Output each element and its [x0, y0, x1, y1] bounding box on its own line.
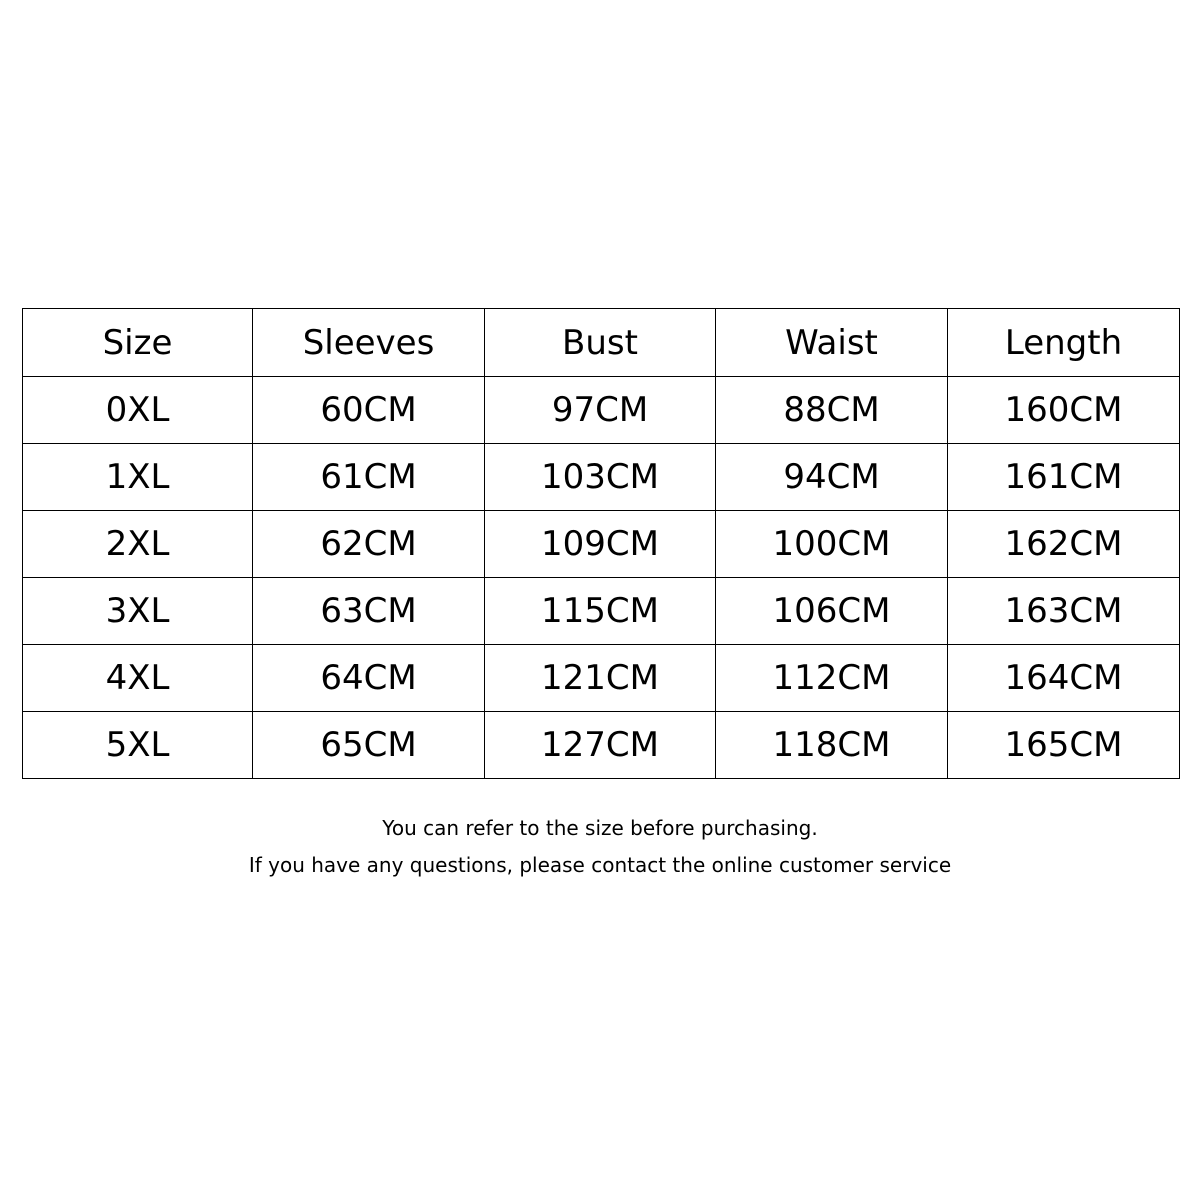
- cell-bust: 127CM: [485, 712, 716, 779]
- header-bust: Bust: [485, 309, 716, 377]
- header-sleeves: Sleeves: [253, 309, 485, 377]
- cell-waist: 106CM: [716, 578, 948, 645]
- cell-length: 165CM: [948, 712, 1180, 779]
- cell-sleeves: 62CM: [253, 511, 485, 578]
- cell-waist: 94CM: [716, 444, 948, 511]
- cell-bust: 121CM: [485, 645, 716, 712]
- cell-size: 2XL: [23, 511, 253, 578]
- cell-bust: 103CM: [485, 444, 716, 511]
- cell-bust: 115CM: [485, 578, 716, 645]
- cell-size: 5XL: [23, 712, 253, 779]
- cell-length: 163CM: [948, 578, 1180, 645]
- header-waist: Waist: [716, 309, 948, 377]
- cell-length: 160CM: [948, 377, 1180, 444]
- cell-length: 164CM: [948, 645, 1180, 712]
- cell-sleeves: 64CM: [253, 645, 485, 712]
- cell-bust: 109CM: [485, 511, 716, 578]
- cell-size: 3XL: [23, 578, 253, 645]
- cell-waist: 112CM: [716, 645, 948, 712]
- header-length: Length: [948, 309, 1180, 377]
- size-chart-table: [22, 308, 1180, 779]
- table-row: [23, 578, 1180, 645]
- cell-length: 161CM: [948, 444, 1180, 511]
- table-row: [23, 712, 1180, 779]
- cell-size: 4XL: [23, 645, 253, 712]
- cell-waist: 118CM: [716, 712, 948, 779]
- cell-size: 0XL: [23, 377, 253, 444]
- note-refer-size: You can refer to the size before purchasing.: [382, 816, 818, 840]
- cell-waist: 88CM: [716, 377, 948, 444]
- cell-bust: 97CM: [485, 377, 716, 444]
- table-row: [23, 377, 1180, 444]
- table-header-row: [23, 309, 1180, 377]
- header-size: Size: [23, 309, 253, 377]
- cell-sleeves: 63CM: [253, 578, 485, 645]
- table-row: [23, 645, 1180, 712]
- size-notes: [0, 810, 1200, 884]
- table-row: [23, 511, 1180, 578]
- cell-sleeves: 65CM: [253, 712, 485, 779]
- table-row: [23, 444, 1180, 511]
- cell-sleeves: 60CM: [253, 377, 485, 444]
- note-contact-service: If you have any questions, please contact the online customer service: [248, 853, 952, 877]
- cell-length: 162CM: [948, 511, 1180, 578]
- cell-waist: 100CM: [716, 511, 948, 578]
- cell-sleeves: 61CM: [253, 444, 485, 511]
- cell-size: 1XL: [23, 444, 253, 511]
